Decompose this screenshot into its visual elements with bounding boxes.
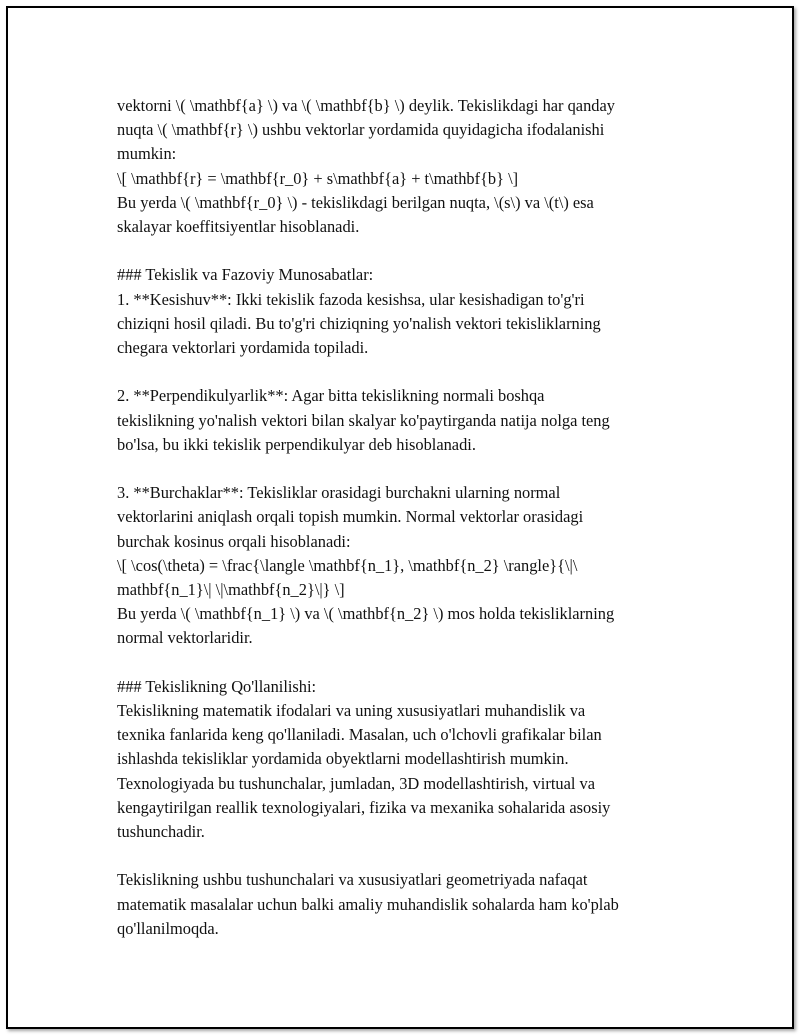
- formula-line: mathbf{n_1}\| \|\mathbf{n_2}\|} \]: [117, 580, 345, 600]
- formula-line: \[ \cos(\theta) = \frac{\langle \mathbf{n_1}, \mathbf{n_2} \rangle}{\|\: [117, 555, 578, 575]
- formula-line: \[ \mathbf{r} = \mathbf{r_0} + s\mathbf{a} + t\mathbf{b} \]: [117, 168, 519, 188]
- text-line: normal vektorlaridir.: [117, 628, 253, 648]
- text-line: kengaytirilgan reallik texnologiyalari, fizika va mexanika sohalarida asosiy: [117, 797, 611, 817]
- text-line: nuqta \( \mathbf{r} \) ushbu vektorlar yordamida quyidagicha ifodalanishi: [117, 120, 605, 140]
- text-line: Texnologiyada bu tushunchalar, jumladan, 3D modellashtirish, virtual va: [117, 773, 595, 793]
- paragraph-perpendicularity: [117, 384, 697, 457]
- text-line: texnika fanlarida keng qo'llaniladi. Masalan, uch o'lchovli grafikalar bilan: [117, 725, 602, 745]
- text-line: tekislikning yo'nalish vektori bilan skalyar ko'paytirganda natija nolga teng: [117, 410, 610, 430]
- section-heading: ### Tekislikning Qo'llanilishi:: [117, 676, 317, 696]
- text-line: vektorlarini aniqlash orqali topish mumkin. Normal vektorlar orasidagi: [117, 507, 584, 527]
- text-line: Tekislikning ushbu tushunchalari va xususiyatlari geometriyada nafaqat: [117, 870, 588, 890]
- text-line: Bu yerda \( \mathbf{n_1} \) va \( \mathbf{n_2} \) mos holda tekisliklarning: [117, 604, 615, 624]
- section-heading: ### Tekislik va Fazoviy Munosabatlar:: [117, 265, 374, 285]
- document-body: [117, 94, 697, 941]
- text-line: 2. **Perpendikulyarlik**: Agar bitta tekislikning normali boshqa: [117, 386, 545, 406]
- paragraph-conclusion: [117, 868, 697, 941]
- text-line: chegara vektorlari yordamida topiladi.: [117, 338, 369, 358]
- text-line: Tekislikning matematik ifodalari va uning xususiyatlari muhandislik va: [117, 701, 586, 721]
- text-line: tushunchadir.: [117, 822, 205, 842]
- paragraph-angles: [117, 481, 697, 650]
- text-line: mumkin:: [117, 144, 177, 164]
- paragraph-gap: [117, 239, 697, 263]
- text-line: 1. **Kesishuv**: Ikki tekislik fazoda kesishsa, ular kesishadigan to'g'ri: [117, 289, 585, 309]
- text-line: chiziqni hosil qiladi. Bu to'g'ri chiziqning yo'nalish vektori tekisliklarning: [117, 313, 601, 333]
- text-line: vektorni \( \mathbf{a} \) va \( \mathbf{b} \) deylik. Tekislikdagi har qanday: [117, 96, 615, 115]
- paragraph-gap: [117, 651, 697, 675]
- text-line: bo'lsa, bu ikki tekislik perpendikulyar deb hisoblanadi.: [117, 434, 476, 454]
- paragraph-gap: [117, 844, 697, 868]
- paragraph-plane-equation: [117, 94, 697, 239]
- text-line: burchak kosinus orqali hisoblanadi:: [117, 531, 351, 551]
- paragraph-gap: [117, 360, 697, 384]
- section-applications: [117, 675, 697, 844]
- text-line: qo'llanilmoqda.: [117, 918, 219, 938]
- text-line: ishlashda tekisliklar yordamida obyektlarni modellashtirish mumkin.: [117, 749, 569, 769]
- section-spatial-relations: [117, 263, 697, 360]
- text-line: matematik masalalar uchun balki amaliy muhandislik sohalarda ham ko'plab: [117, 894, 619, 914]
- text-line: skalayar koeffitsiyentlar hisoblanadi.: [117, 217, 360, 237]
- paragraph-gap: [117, 457, 697, 481]
- text-line: Bu yerda \( \mathbf{r_0} \) - tekislikdagi berilgan nuqta, \(s\) va \(t\) esa: [117, 192, 594, 212]
- text-line: 3. **Burchaklar**: Tekisliklar orasidagi burchakni ularning normal: [117, 483, 561, 503]
